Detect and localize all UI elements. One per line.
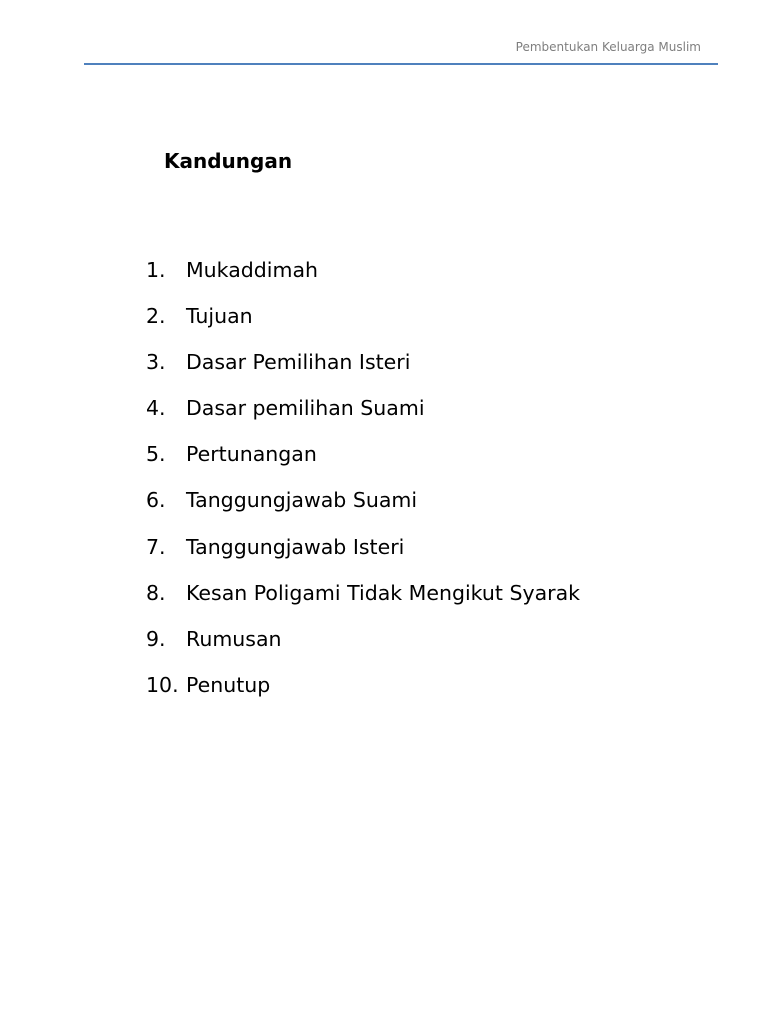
toc-item-number: 5. xyxy=(146,442,166,467)
toc-item-number: 8. xyxy=(146,580,166,605)
toc-item-text: Dasar Pemilihan Isteri xyxy=(186,350,411,375)
toc-item-number: 9. xyxy=(146,626,166,651)
toc-item-text: Tanggungjawab Suami xyxy=(186,488,418,513)
toc-item-number: 2. xyxy=(146,304,166,329)
toc-item-text: Tanggungjawab Isteri xyxy=(186,534,405,559)
toc-item-text: Dasar pemilihan Suami xyxy=(186,396,425,421)
toc-item-number: 3. xyxy=(146,350,166,375)
running-head: Pembentukan Keluarga Muslim xyxy=(515,40,701,54)
toc-item-number: 7. xyxy=(146,534,166,559)
page-header xyxy=(0,0,768,70)
toc-item-text: Mukaddimah xyxy=(186,258,318,282)
toc-title: Kandungan xyxy=(164,149,293,173)
toc-item-number: 4. xyxy=(146,396,166,421)
toc-item-text: Kesan Poligami Tidak Mengikut Syarak xyxy=(186,580,581,605)
toc-item-number: 6. xyxy=(146,488,166,513)
toc-item-number: 1. xyxy=(146,258,166,282)
toc-item-text: Tujuan xyxy=(186,304,253,329)
toc-item-text: Rumusan xyxy=(186,626,282,651)
toc-item-text: Penutup xyxy=(186,672,271,697)
toc-item-text: Pertunangan xyxy=(186,442,317,467)
toc-item-number: 10. xyxy=(146,672,179,697)
header-rule xyxy=(84,63,718,65)
